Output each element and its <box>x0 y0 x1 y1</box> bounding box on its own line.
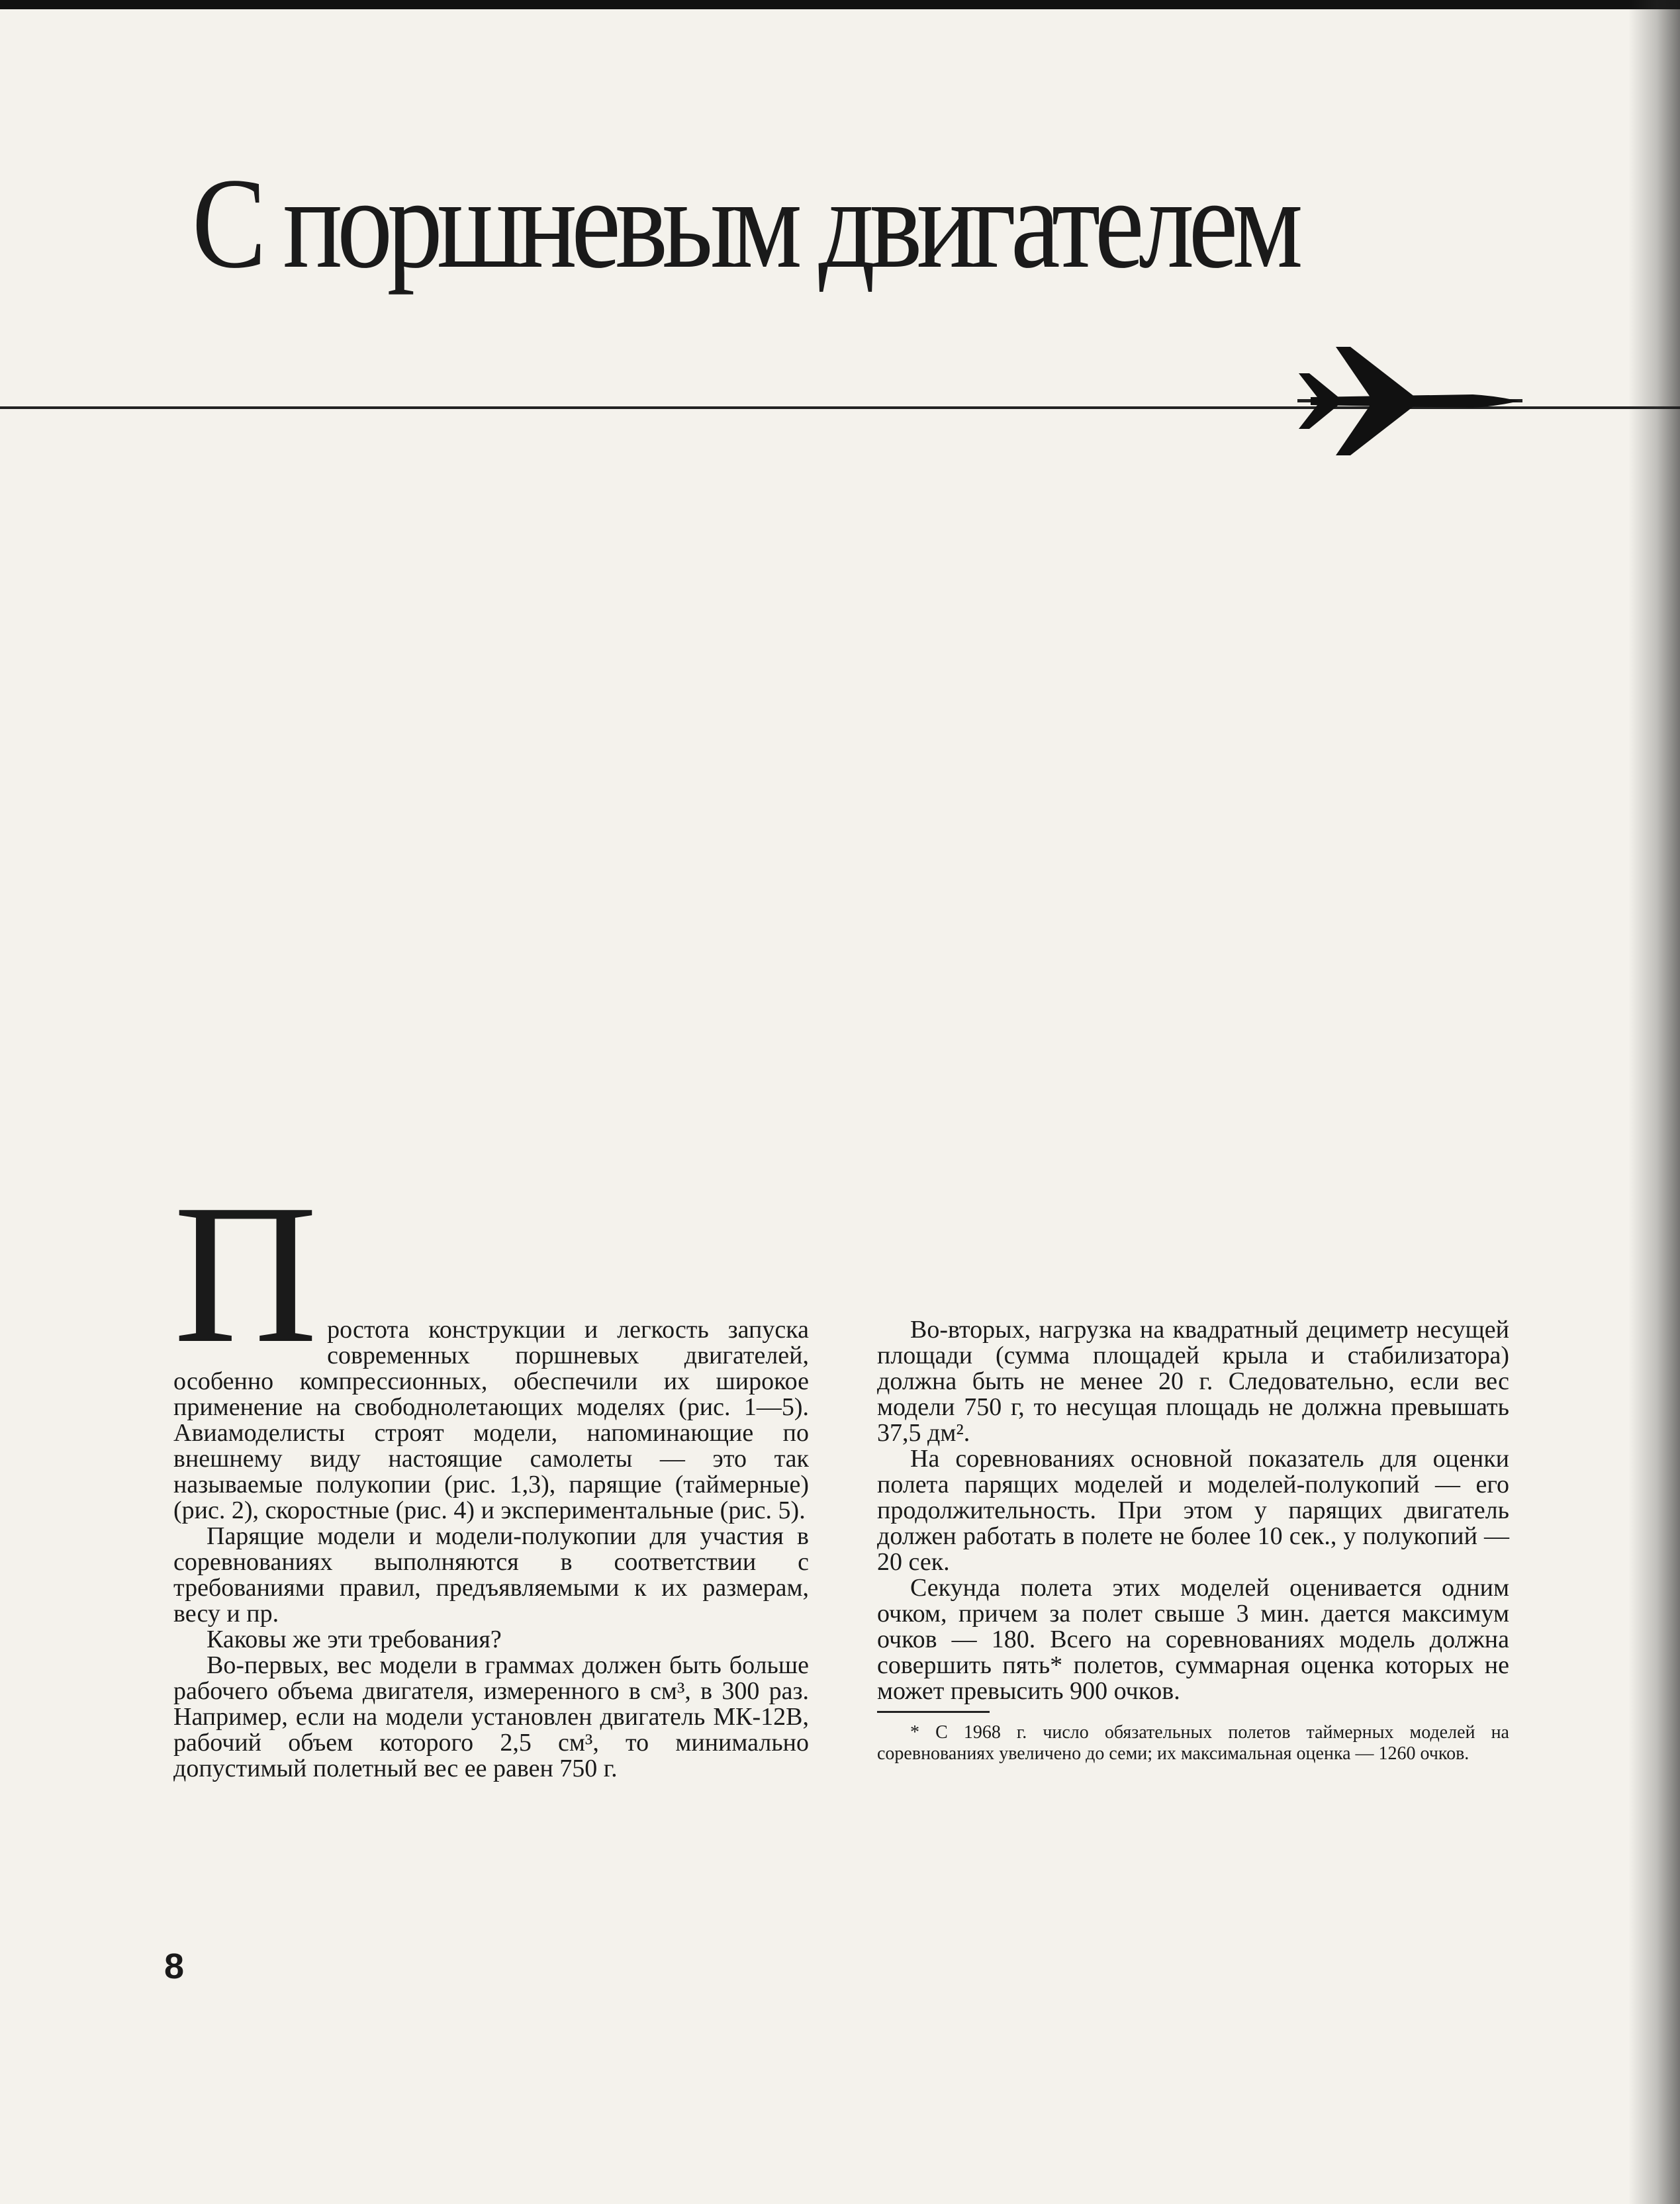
paragraph-1-text: ростота конструкции и легкость запуска современных поршневых двигателей, особенно компрессионных, обеспечили их широкое применение на свободнолетающих моделях (рис. 1—5). Авиамоделисты строят модели, напоминающие по внешнему виду настоящие самолеты — это так называемые полукопии (рис. 1,3), парящие (таймерные) (рис. 2), скоростные (рис. 4) и экспериментальные (рис. 5). <box>173 1316 809 1524</box>
footnote-rule <box>877 1711 990 1713</box>
paragraph-4: Во-первых, вес модели в граммах должен быть больше рабочего объема двигателя, измеренного в см³, в 300 раз. Например, если на модели установлен двигатель МК-12В, рабочий объем которого 2,5 см³, то минимально допустимый полетный вес ее равен 750 г. <box>173 1651 809 1782</box>
page-number: 8 <box>164 1947 185 1986</box>
chapter-title: С поршневым двигателем <box>192 152 1297 295</box>
footnote: * С 1968 г. число обязательных полетов таймерных моделей на соревнованиях увеличено до семи; их максимальная оценка — 1260 очков. <box>877 1722 1509 1764</box>
paragraph-6: На соревнованиях основной показатель для оценки полета парящих моделей и моделей-полукопий — его продолжительность. При этом у парящих двигатель должен работать в полете не более 10 сек., у полукопий — 20 сек. <box>877 1445 1509 1576</box>
paragraph-2: Парящие модели и модели-полукопии для участия в соревнованиях выполняются в соответствии с требованиями правил, предъявляемыми к их размерам, весу и пр. <box>173 1522 809 1628</box>
left-column <box>173 1164 809 1782</box>
page-top-edge <box>0 0 1680 9</box>
page-curl-shadow <box>1628 0 1680 2204</box>
paragraph-3: Каковы же эти требования? <box>207 1626 502 1653</box>
right-column <box>877 1317 1509 1765</box>
dropcap-letter: П <box>173 1164 316 1385</box>
paragraph-5: Во-вторых, нагрузка на квадратный дециметр несущей площади (сумма площадей крыла и стабилизатора) должна быть не менее 20 г. Следовательно, если вес модели 750 г, то несущая площадь не должна превышать 37,5 дм². <box>877 1316 1509 1447</box>
airplane-icon <box>1297 342 1522 461</box>
paragraph-7: Секунда полета этих моделей оценивается одним очком, причем за полет свыше 3 мин. дается максимум очков — 180. Всего на соревнованиях модель должна совершить пять* полетов, суммарная оценка которых не может превысить 900 очков. <box>877 1574 1509 1705</box>
